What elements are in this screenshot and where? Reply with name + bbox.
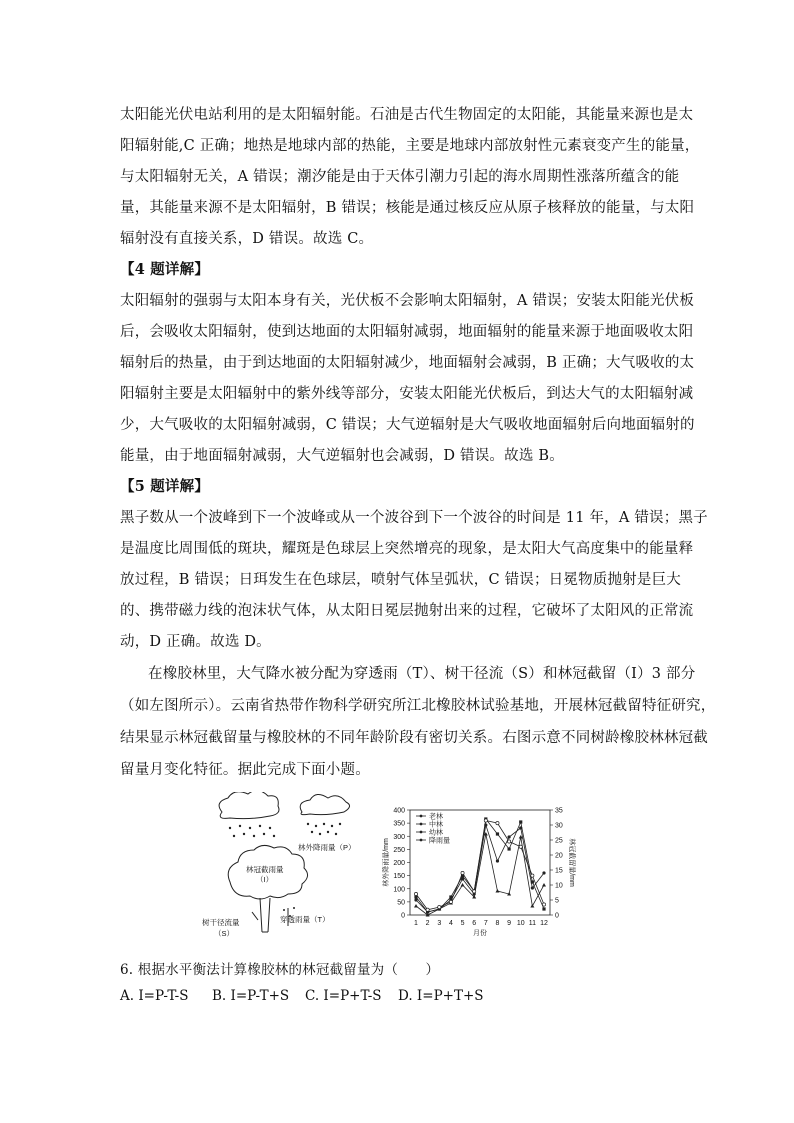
text-line: 放过程，B 错误；日珥发生在色球层，喷射气体呈弧状，C 错误；日冕物质抛射是巨大 — [120, 572, 681, 588]
x-tick-label: 9 — [507, 920, 512, 927]
right-tick-label: 35 — [555, 807, 563, 815]
data-point — [414, 892, 417, 895]
left-tick-label: 150 — [393, 873, 405, 881]
legend-label: 中林 — [429, 821, 443, 829]
text-line: 少，大气吸收的太阳辐射减弱，C 错误；大气逆辐射是大气吸收地面辐射后向地面辐射的 — [120, 417, 695, 433]
intro-line: 结果显示林冠截留量与橡胶林的不同年龄阶段有密切关系。右图示意不同树龄橡胶林林冠截 — [120, 730, 708, 746]
right-tick-label: 10 — [555, 882, 563, 890]
interception-chart — [381, 808, 577, 938]
text-line: 辐射后的热量，由于到达地面的太阳辐射减少，地面辐射会减弱，B 正确；大气吸收的太 — [120, 355, 695, 371]
data-point — [530, 904, 534, 908]
label-t: 穿透雨量（T） — [280, 915, 330, 924]
option-a[interactable]: A. I=P-T-S — [120, 988, 189, 1004]
option-d[interactable]: D. I=P+T+S — [398, 988, 484, 1004]
legend-marker — [420, 839, 423, 842]
text-line: 是温度比周围低的斑块，耀斑是色球层上突然增亮的现象，是太阳大气高度集中的能量释 — [120, 541, 694, 557]
text-line: 与太阳辐射无关，A 错误；潮汐能是由于天体引潮力引起的海水周期性涨落所蕴含的能 — [120, 169, 680, 185]
x-tick-label: 1 — [414, 920, 418, 927]
intro-line: 留量月变化特征。据此完成下面小题。 — [120, 762, 370, 778]
data-point — [495, 889, 499, 893]
data-point — [473, 890, 476, 893]
x-tick-label: 10 — [516, 920, 525, 927]
x-tick-label: 11 — [528, 920, 537, 927]
data-point — [461, 877, 464, 880]
cloud-icon — [300, 794, 349, 814]
cloud-icon — [219, 792, 279, 819]
x-tick-label: 2 — [425, 920, 430, 927]
legend-marker — [420, 815, 423, 818]
data-point — [507, 835, 510, 838]
data-point — [531, 874, 534, 877]
left-tick-label: 300 — [393, 833, 405, 841]
label-p: 林外降雨量（P） — [298, 843, 356, 852]
x-axis-label: 月份 — [473, 930, 487, 937]
x-tick-label: 6 — [472, 920, 477, 927]
data-point — [542, 907, 545, 910]
data-point — [507, 840, 510, 843]
y-axis-label-right: 林冠截留量/mm — [568, 838, 575, 887]
data-point — [507, 847, 510, 850]
data-point — [519, 826, 522, 829]
label-i-symbol: （I） — [256, 875, 274, 884]
x-tick-label: 8 — [495, 920, 500, 927]
right-tick-label: 25 — [555, 837, 563, 845]
figure — [200, 792, 580, 952]
x-tick-label: 7 — [483, 920, 488, 927]
data-point — [531, 886, 534, 889]
section-header-4: 【4 题详解】 — [120, 261, 210, 278]
figure-svg — [200, 792, 580, 952]
text-line: 阳辐射主要是太阳辐射中的紫外线等部分，安装太阳能光伏板后，到达大气的太阳辐射减 — [120, 386, 694, 402]
option-c[interactable]: C. I=P+T-S — [305, 988, 382, 1004]
left-tick-label: 200 — [393, 860, 405, 867]
left-tick-label: 50 — [397, 899, 405, 907]
data-point — [461, 883, 465, 887]
data-point — [496, 832, 499, 835]
legend-label: 老林 — [429, 813, 443, 821]
right-tick-label: 20 — [555, 852, 563, 860]
series-line-2 — [416, 834, 544, 915]
option-b[interactable]: B. I=P-T+S — [212, 988, 290, 1004]
text-line: 辐射没有直接关系，D 错误。故选 C。 — [120, 231, 374, 247]
right-tick-label: 0 — [555, 912, 559, 920]
text-line: 太阳能光伏电站利用的是太阳辐射能。石油是古代生物固定的太阳能，其能量来源也是太 — [120, 107, 694, 123]
data-point — [542, 903, 545, 906]
intro-line: 在橡胶林里，大气降水被分配为穿透雨（T）、树干径流（S）和林冠截留（I）3 部分 — [148, 666, 696, 682]
label-i: 林冠截雨量 — [246, 865, 284, 874]
legend-label: 幼林 — [429, 829, 443, 837]
trunk-flow-arrow — [252, 912, 258, 920]
data-point — [414, 904, 418, 908]
right-tick-label: 5 — [555, 897, 559, 905]
data-point — [519, 820, 522, 823]
data-point — [449, 900, 452, 903]
text-line: 太阳辐射的强弱与太阳本身有关，光伏板不会影响太阳辐射，A 错误；安装太阳能光伏板 — [120, 293, 695, 309]
data-point — [496, 822, 499, 825]
text-line: 后，会吸收太阳辐射，使到达地面的太阳辐射减弱，地面辐射的能量来源于地面吸收太阳 — [120, 324, 694, 340]
text-line: 阳辐射能,C 正确；地热是地球内部的热能，主要是地球内部放射性元素衰变产生的能量， — [120, 138, 700, 154]
legend-label: 降雨量 — [429, 837, 450, 845]
x-tick-label: 5 — [460, 920, 465, 927]
data-point — [496, 859, 499, 862]
x-tick-label: 4 — [448, 920, 453, 927]
data-point — [542, 871, 545, 874]
left-tick-label: 100 — [393, 886, 405, 894]
left-tick-label: 0 — [401, 912, 405, 920]
left-tick-label: 350 — [393, 820, 405, 828]
left-tick-label: 400 — [393, 807, 405, 815]
y-axis-label-left: 林外降雨量/mm — [383, 838, 390, 887]
data-point — [426, 908, 429, 911]
text-line: 动，D 正确。故选 D。 — [120, 634, 271, 650]
rain-drops — [229, 823, 341, 837]
data-point — [438, 906, 441, 909]
data-point — [542, 883, 546, 887]
legend-marker — [420, 831, 423, 834]
question-6: 6. 根据水平衡法计算橡胶林的林冠截留量为（ ） — [120, 962, 440, 978]
data-point — [519, 845, 522, 848]
x-tick-label: 12 — [540, 920, 548, 927]
water-balance-diagram — [219, 792, 349, 932]
intro-line: （如左图所示）。云南省热带作物科学研究所江北橡胶林试验基地，开展林冠截留特征研究， — [120, 698, 716, 714]
x-tick-label: 3 — [437, 920, 442, 927]
text-line: 的、携带磁力线的泡沫状气体，从太阳日冕层抛射出来的过程，它破坏了太阳风的正常流 — [120, 603, 694, 619]
text-line: 能量，由于地面辐射减弱，大气逆辐射也会减弱，D 错误。故选 B。 — [120, 448, 564, 464]
data-point — [461, 871, 464, 874]
legend-marker — [420, 823, 423, 826]
text-line: 量，其能量来源不是太阳辐射，B 错误；核能是通过核反应从原子核释放的能量，与太阳 — [120, 200, 695, 216]
data-point — [484, 819, 487, 822]
text-line: 黑子数从一个波峰到下一个波峰或从一个波谷到下一个波谷的时间是 11 年，A 错误；黑子 — [120, 510, 708, 526]
right-tick-label: 15 — [555, 867, 563, 875]
tree-trunk — [260, 898, 270, 932]
right-tick-label: 30 — [555, 822, 563, 830]
label-s-symbol: （S） — [214, 929, 235, 938]
section-header-5: 【5 题详解】 — [120, 478, 210, 495]
left-tick-label: 250 — [393, 846, 405, 854]
label-s: 树干径流量 — [202, 918, 240, 927]
data-point — [414, 898, 417, 901]
